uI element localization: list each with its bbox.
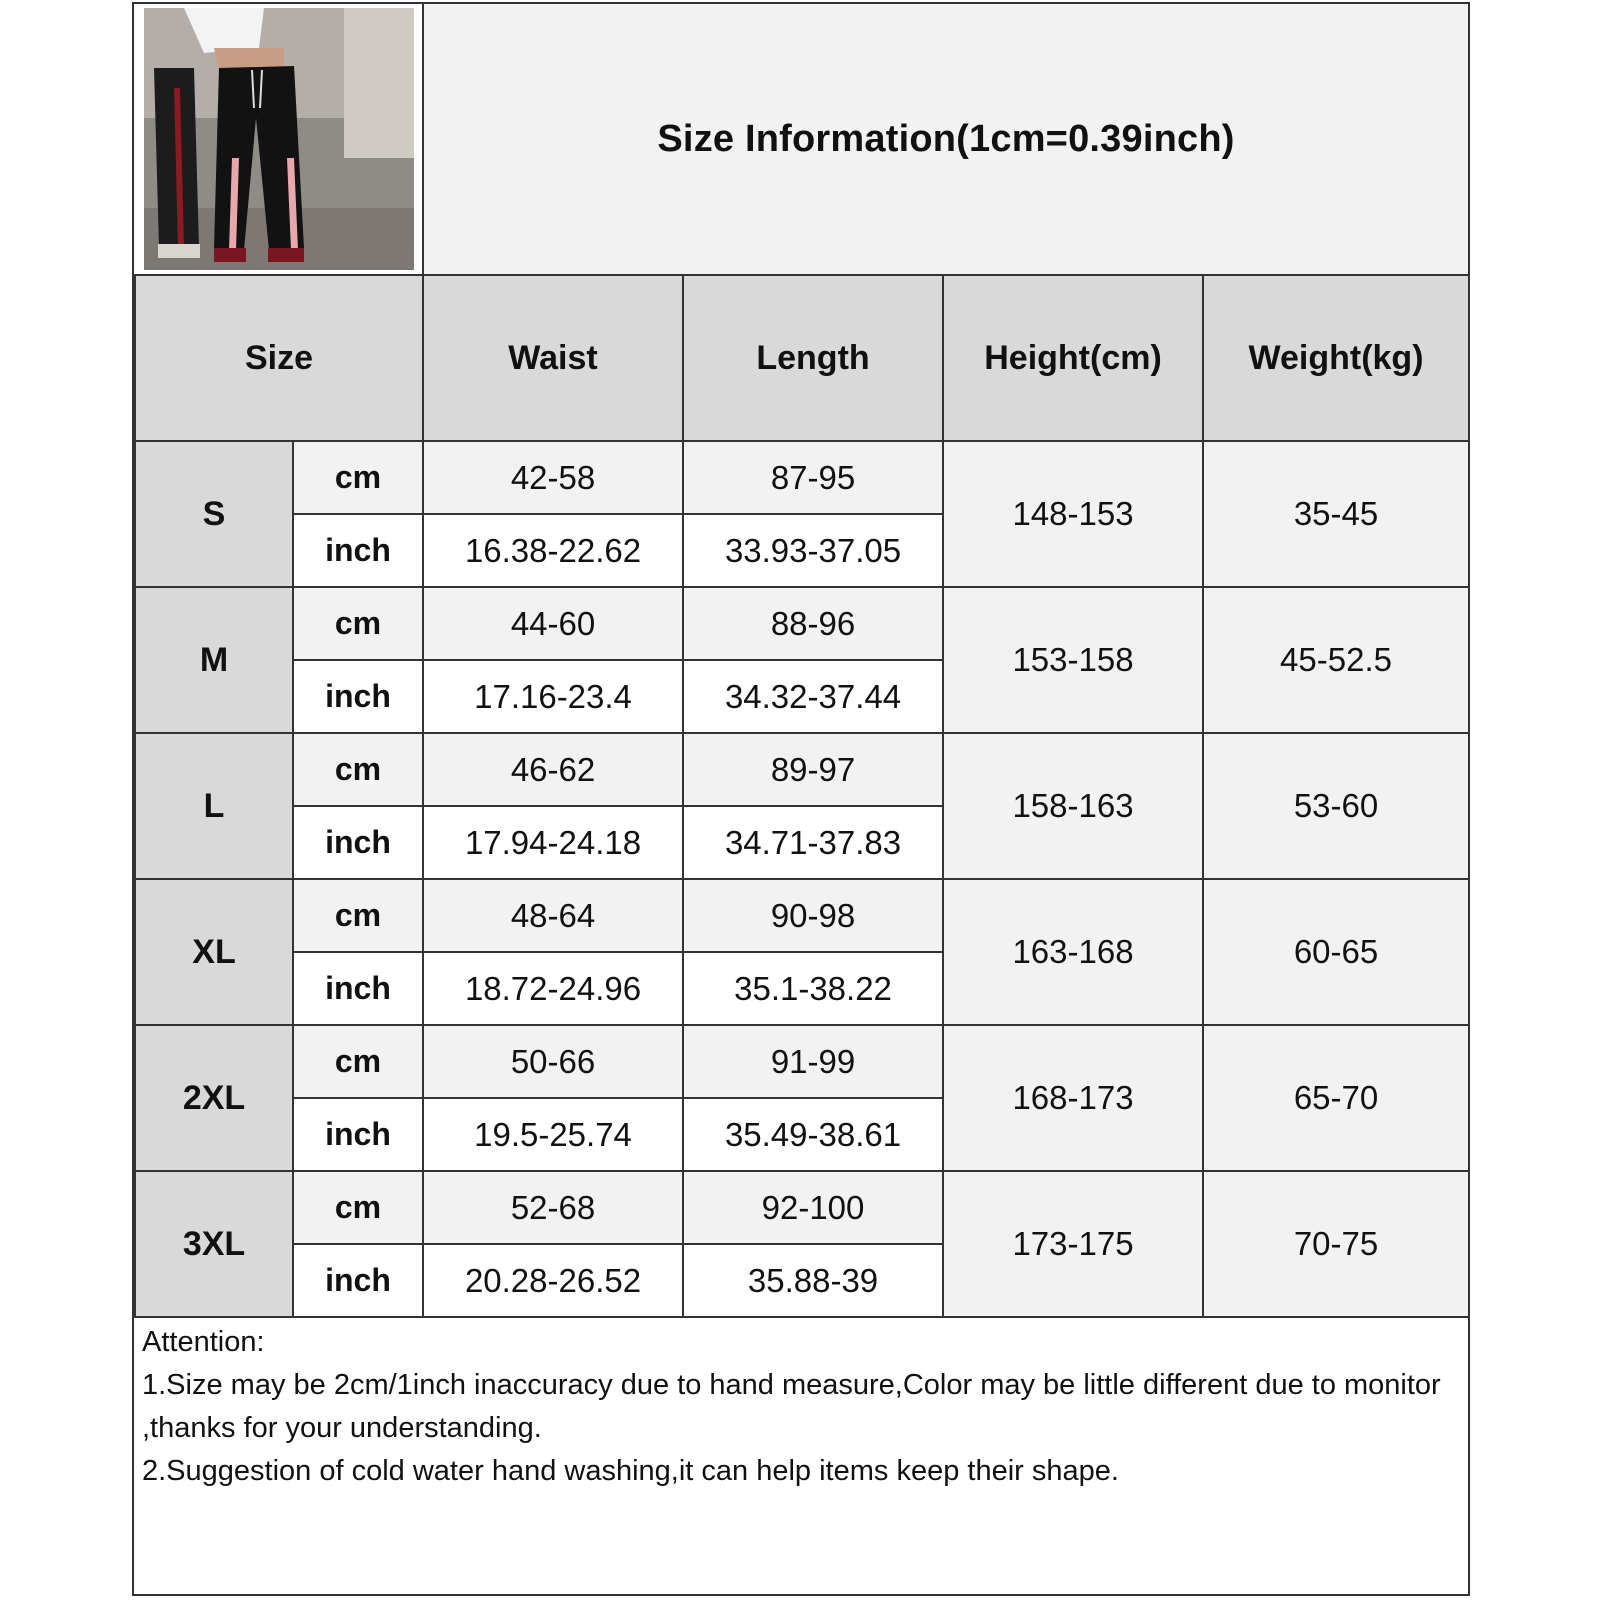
- unit-cm: cm: [293, 879, 423, 952]
- waist-cm: 50-66: [423, 1025, 683, 1098]
- waist-cm: 48-64: [423, 879, 683, 952]
- length-inch: 35.1-38.22: [683, 952, 943, 1025]
- unit-cm: cm: [293, 441, 423, 514]
- waist-inch: 20.28-26.52: [423, 1244, 683, 1317]
- size-row-cm: [135, 1171, 1469, 1244]
- size-label: XL: [135, 879, 293, 1025]
- header-waist: Waist: [423, 275, 683, 441]
- unit-cm: cm: [293, 733, 423, 806]
- size-label: S: [135, 441, 293, 587]
- size-label: L: [135, 733, 293, 879]
- unit-inch: inch: [293, 1098, 423, 1171]
- weight-range: 35-45: [1203, 441, 1469, 587]
- product-photo-illustration: [144, 8, 414, 270]
- header-row: [135, 275, 1469, 441]
- waist-cm: 46-62: [423, 733, 683, 806]
- size-row-cm: [135, 441, 1469, 514]
- length-inch: 34.71-37.83: [683, 806, 943, 879]
- weight-range: 53-60: [1203, 733, 1469, 879]
- header-height: Height(cm): [943, 275, 1203, 441]
- header-weight: Weight(kg): [1203, 275, 1469, 441]
- unit-inch: inch: [293, 514, 423, 587]
- length-inch: 33.93-37.05: [683, 514, 943, 587]
- weight-range: 60-65: [1203, 879, 1469, 1025]
- attention-notes: [134, 1315, 1468, 1594]
- height-range: 158-163: [943, 733, 1203, 879]
- header-length: Length: [683, 275, 943, 441]
- waist-cm: 42-58: [423, 441, 683, 514]
- waist-inch: 19.5-25.74: [423, 1098, 683, 1171]
- length-cm: 90-98: [683, 879, 943, 952]
- weight-range: 45-52.5: [1203, 587, 1469, 733]
- size-chart-sheet: [132, 2, 1470, 1596]
- length-cm: 92-100: [683, 1171, 943, 1244]
- size-row-cm: [135, 733, 1469, 806]
- notes-line-2: 2.Suggestion of cold water hand washing,it can help items keep their shape.: [142, 1455, 1119, 1487]
- notes-line-1: 1.Size may be 2cm/1inch inaccuracy due to hand measure,Color may be little different due to monitor ,thanks for your understanding.: [142, 1369, 1441, 1444]
- unit-cm: cm: [293, 1025, 423, 1098]
- unit-cm: cm: [293, 1171, 423, 1244]
- size-label: 3XL: [135, 1171, 293, 1317]
- unit-inch: inch: [293, 660, 423, 733]
- length-cm: 89-97: [683, 733, 943, 806]
- length-cm: 91-99: [683, 1025, 943, 1098]
- waist-inch: 17.94-24.18: [423, 806, 683, 879]
- length-cm: 88-96: [683, 587, 943, 660]
- header-size: Size: [135, 275, 423, 441]
- notes-heading: Attention:: [142, 1326, 265, 1358]
- height-range: 168-173: [943, 1025, 1203, 1171]
- waist-inch: 16.38-22.62: [423, 514, 683, 587]
- height-range: 173-175: [943, 1171, 1203, 1317]
- title-cell: [424, 4, 1468, 274]
- length-inch: 35.49-38.61: [683, 1098, 943, 1171]
- chart-title: Size Information(1cm=0.39inch): [657, 117, 1235, 160]
- length-inch: 34.32-37.44: [683, 660, 943, 733]
- size-row-cm: [135, 879, 1469, 952]
- unit-cm: cm: [293, 587, 423, 660]
- weight-range: 65-70: [1203, 1025, 1469, 1171]
- size-table: [134, 274, 1470, 1318]
- product-photo: [134, 4, 424, 274]
- height-range: 148-153: [943, 441, 1203, 587]
- unit-inch: inch: [293, 806, 423, 879]
- waist-inch: 18.72-24.96: [423, 952, 683, 1025]
- size-label: 2XL: [135, 1025, 293, 1171]
- size-label: M: [135, 587, 293, 733]
- size-row-cm: [135, 1025, 1469, 1098]
- waist-cm: 52-68: [423, 1171, 683, 1244]
- length-inch: 35.88-39: [683, 1244, 943, 1317]
- weight-range: 70-75: [1203, 1171, 1469, 1317]
- waist-cm: 44-60: [423, 587, 683, 660]
- unit-inch: inch: [293, 952, 423, 1025]
- unit-inch: inch: [293, 1244, 423, 1317]
- size-row-cm: [135, 587, 1469, 660]
- height-range: 163-168: [943, 879, 1203, 1025]
- height-range: 153-158: [943, 587, 1203, 733]
- length-cm: 87-95: [683, 441, 943, 514]
- waist-inch: 17.16-23.4: [423, 660, 683, 733]
